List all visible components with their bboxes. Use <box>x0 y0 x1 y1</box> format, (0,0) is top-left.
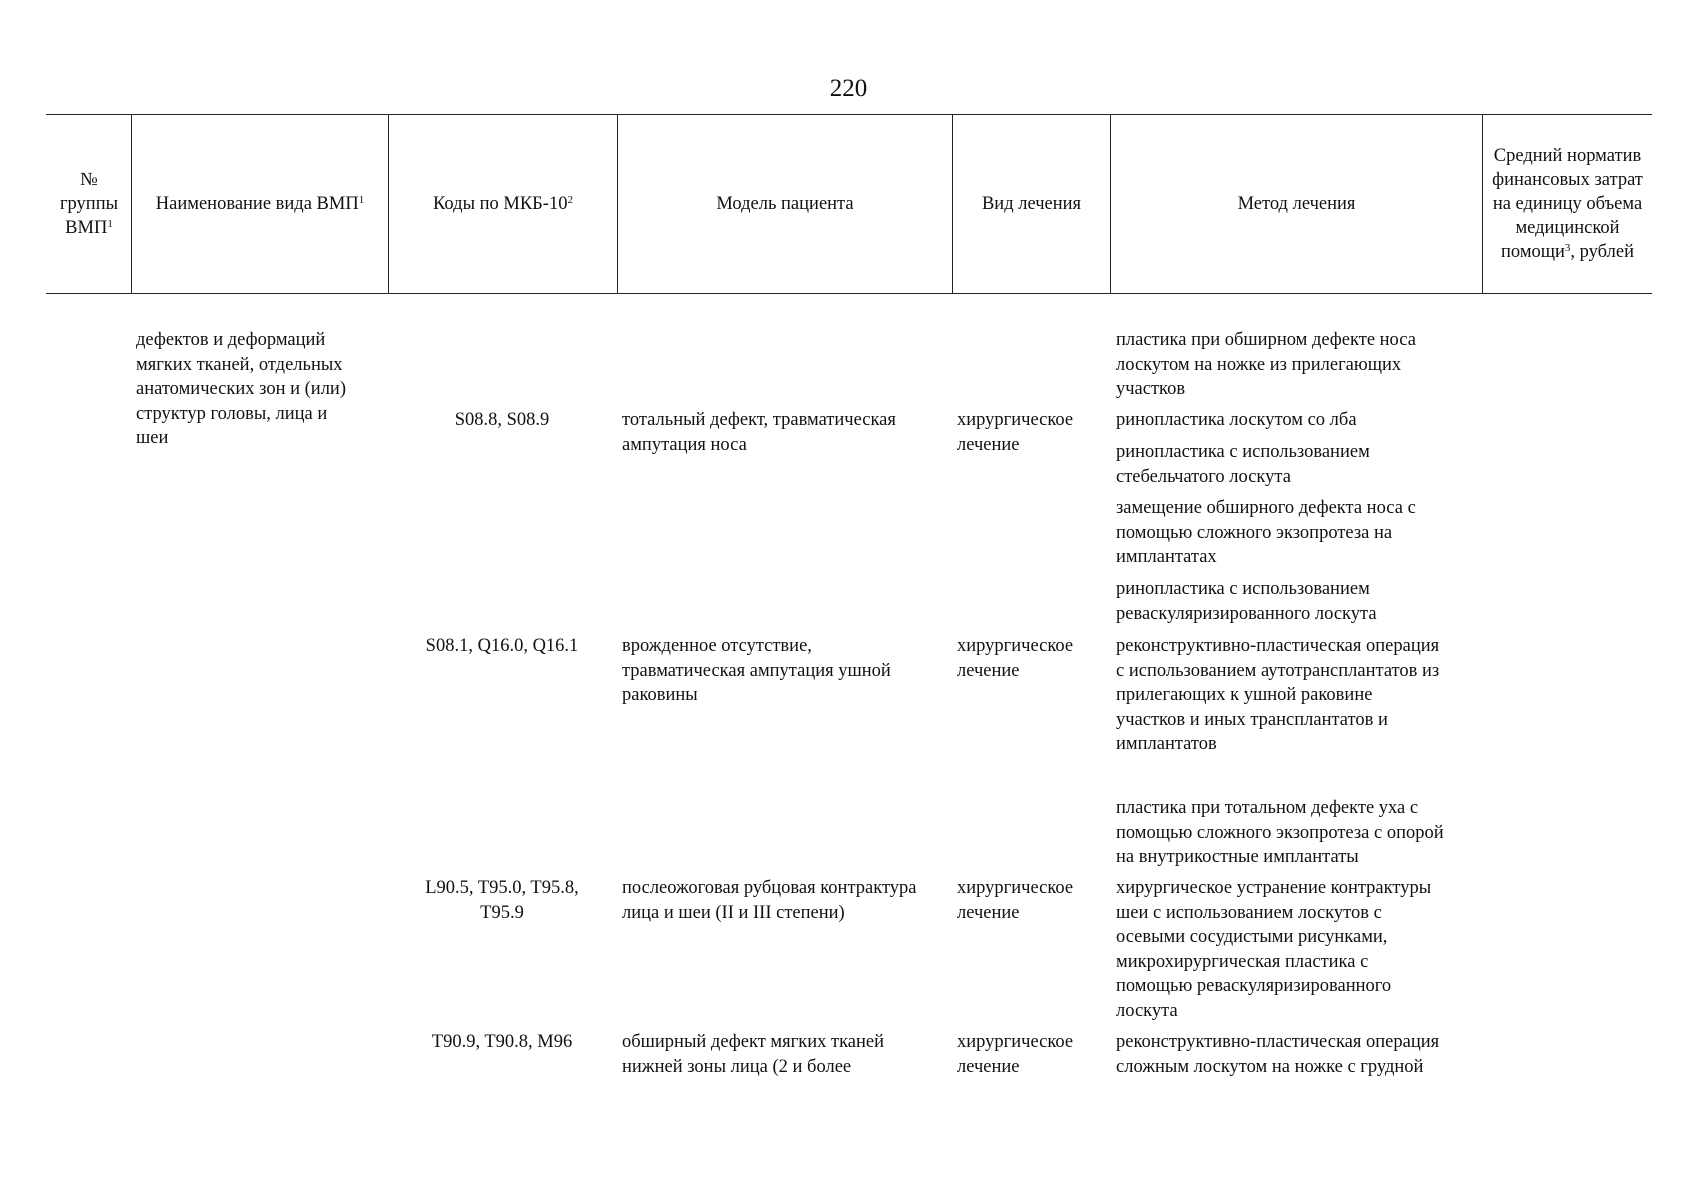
row-codes: S08.8, S08.9 <box>454 410 550 430</box>
header-patient-model-label: Модель пациента <box>716 193 854 214</box>
header-patient-model <box>618 114 952 293</box>
header-cost-unit: , рублей <box>1570 241 1634 262</box>
header-vmp-name <box>132 114 388 293</box>
header-treatment-method <box>1111 114 1482 293</box>
treatment-method-item: хирургическое устранение контрактуры шеи с использованием лоскутов с осевыми сосудистыми рисунками, микрохирургическая пластика с помощью реваскуляризированного лоскута <box>1116 878 1432 1021</box>
table-header-bottom-rule <box>46 293 1652 294</box>
treatment-method-item: ринопластика с использованием реваскуляризированного лоскута <box>1116 579 1377 624</box>
header-cost-label: Средний норматив финансовых затрат на единицу объема медицинской помощи <box>1492 145 1643 262</box>
row-codes: T90.9, T90.8, M96 <box>431 1032 573 1052</box>
row-codes: S08.1, Q16.0, Q16.1 <box>425 636 579 656</box>
header-group-number <box>46 114 132 293</box>
footnote-marker: 1 <box>358 193 365 206</box>
header-cost-standard <box>1483 114 1652 293</box>
row-patient-model: тотальный дефект, травматическая ампутация носа <box>622 410 896 455</box>
footnote-marker: 3 <box>1564 241 1571 254</box>
treatment-method-item: ринопластика лоскутом со лба <box>1116 410 1357 430</box>
header-vmp-name-label: Наименование вида ВМП <box>155 193 359 214</box>
row-treatment-kind: хирургическое лечение <box>957 410 1074 455</box>
header-icd-codes <box>389 114 617 293</box>
treatment-method-item: пластика при тотальном дефекте уха с помощью сложного экзопротеза с опорой на внутрикостные имплантаты <box>1116 798 1444 867</box>
vmp-name-text: дефектов и деформаций мягких тканей, отдельных анатомических зон и (или) структур головы, лица и шеи <box>136 330 346 448</box>
row-patient-model: послеожоговая рубцовая контрактура лица и шеи (II и III степени) <box>622 878 917 923</box>
header-treatment-method-label: Метод лечения <box>1237 193 1356 214</box>
row-treatment-kind: хирургическое лечение <box>957 878 1074 923</box>
row-treatment-kind: хирургическое лечение <box>957 636 1074 681</box>
treatment-method-item: пластика при обширном дефекте носа лоскутом на ножке из прилегающих участков <box>1116 330 1416 399</box>
header-group-number-label: № группы ВМП <box>59 169 119 238</box>
footnote-marker: 2 <box>567 193 573 206</box>
header-treatment-kind-label: Вид лечения <box>981 193 1082 214</box>
page-number: 220 <box>829 75 868 102</box>
treatment-method-item: замещение обширного дефекта носа с помощью сложного экзопротеза на имплантатах <box>1116 498 1416 567</box>
header-treatment-kind <box>953 114 1110 293</box>
row-codes: L90.5, T95.0, T95.8, T95.9 <box>425 878 579 923</box>
footnote-marker: 1 <box>107 217 113 230</box>
row-patient-model: обширный дефект мягких тканей нижней зоны лица (2 и более <box>622 1032 884 1077</box>
row-patient-model: врожденное отсутствие, травматическая ампутация ушной раковины <box>622 636 891 705</box>
row-treatment-kind: хирургическое лечение <box>957 1032 1074 1077</box>
treatment-method-item: реконструктивно-пластическая операция сложным лоскутом на ножке с грудной <box>1116 1032 1440 1077</box>
treatment-method-item: реконструктивно-пластическая операция с использованием аутотрансплантатов из прилегающих к ушной раковине участков и иных трансплантатов и имплантатов <box>1116 636 1440 754</box>
header-icd-codes-label: Коды по МКБ-10 <box>433 193 568 214</box>
treatment-method-item: ринопластика с использованием стебельчатого лоскута <box>1116 442 1370 487</box>
